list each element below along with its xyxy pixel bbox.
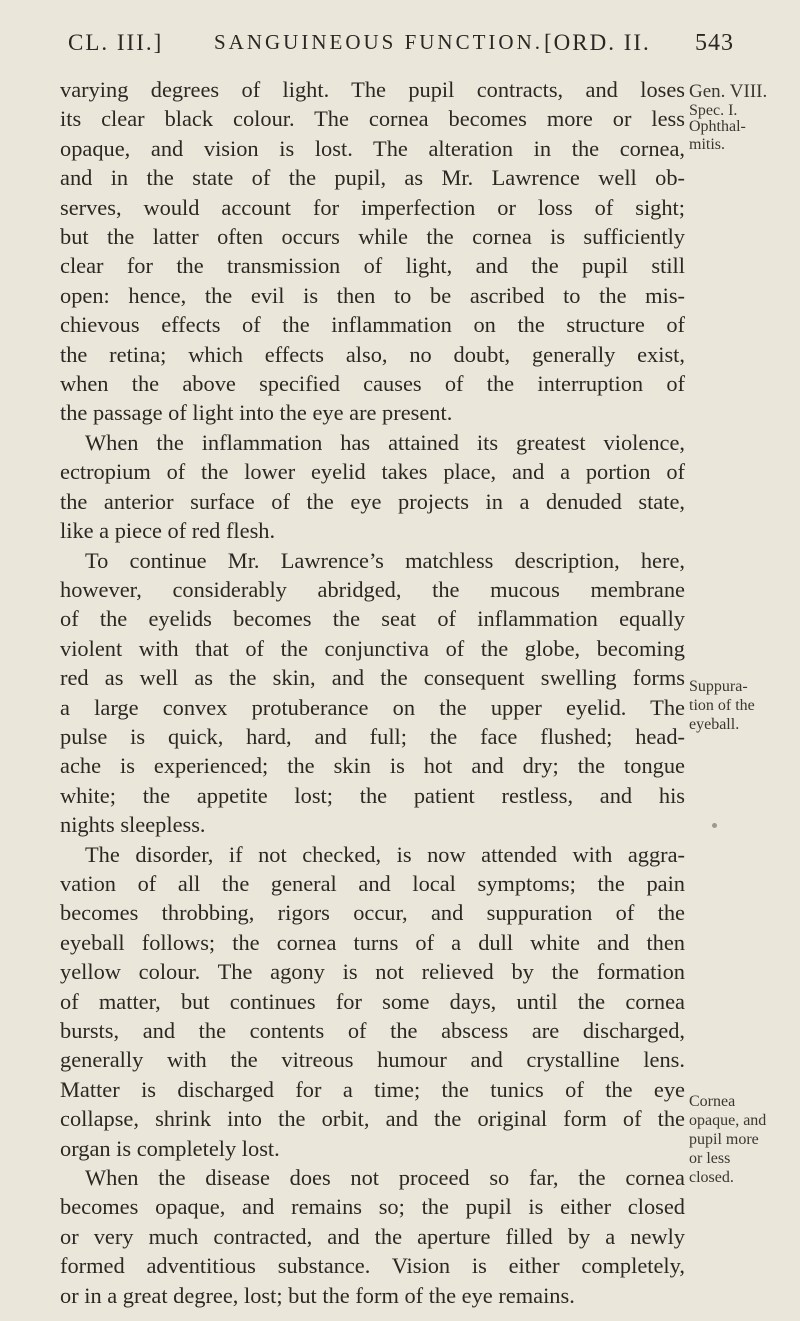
margin-note-line: or less [689, 1150, 731, 1167]
text-line: yellow colour. The agony is not relieved by the formation [60, 959, 685, 985]
text-line: chievous effects of the inflammation on the structure of [60, 312, 685, 338]
text-line: clear for the transmission of light, and the pupil still [60, 253, 685, 279]
text-line: or very much contracted, and the aperture filled by a newly [60, 1223, 685, 1249]
paper-speck [712, 823, 717, 828]
text-line: the retina; which effects also, no doubt, generally exist, [60, 341, 685, 367]
text-line: becomes throbbing, rigors occur, and suppuration of the [60, 900, 685, 926]
text-line: a large convex protuberance on the upper eyelid. The [60, 694, 685, 720]
page-number: 543 [695, 30, 734, 56]
margin-note-species: Spec. I. [689, 102, 738, 119]
margin-note-line: closed. [689, 1169, 734, 1186]
text-line: Matter is discharged for a time; the tunics of the eye [60, 1076, 685, 1102]
text-line: red as well as the skin, and the consequent swelling forms [60, 665, 685, 691]
text-line: eyeball follows; the cornea turns of a dull white and then [60, 929, 685, 955]
text-line: opaque, and vision is lost. The alteration in the cornea, [60, 135, 685, 161]
running-head [0, 18, 800, 58]
text-line: or in a great degree, lost; but the form of the eye remains. [60, 1282, 575, 1308]
text-line: serves, would account for imperfection or loss of sight; [60, 194, 685, 220]
text-line: the anterior surface of the eye projects in a denuded state, [60, 488, 685, 514]
margin-note-line: tion of the [689, 697, 755, 714]
text-line: To continue Mr. Lawrence’s matchless description, here, [85, 547, 685, 573]
text-line: its clear black colour. The cornea becomes more or less [60, 106, 685, 132]
text-line: but the latter often occurs while the cornea is sufficiently [60, 224, 685, 250]
text-line: and in the state of the pupil, as Mr. Lawrence well ob- [60, 165, 685, 191]
text-line: like a piece of red flesh. [60, 518, 276, 544]
margin-note-line: eyeball. [689, 716, 740, 733]
text-line: generally with the vitreous humour and crystalline lens. [60, 1047, 685, 1073]
margin-note-genus: Gen. VIII. [689, 81, 768, 102]
chapter-class-ref: CL. III.] [68, 30, 164, 55]
text-line: of matter, but continues for some days, until the cornea [60, 988, 685, 1014]
margin-note-species-name-1: Ophthal- [689, 118, 746, 135]
margin-note-line: opaque, and [689, 1112, 767, 1129]
margin-note-line: pupil more [689, 1131, 759, 1148]
margin-note-cornea [689, 1092, 766, 1187]
text-line: bursts, and the contents of the abscess are discharged, [60, 1018, 685, 1043]
text-line: white; the appetite lost; the patient restless, and his [60, 782, 685, 808]
text-line: ectropium of the lower eyelid takes place, and a portion of [60, 459, 685, 485]
margin-note-suppuration [689, 677, 755, 734]
margin-note-line: Suppura- [689, 678, 748, 695]
text-line: open: hence, the evil is then to be ascribed to the mis- [60, 282, 685, 308]
text-line: vation of all the general and local symptoms; the pain [60, 870, 685, 896]
text-line: formed adventitious substance. Vision is either completely, [60, 1253, 685, 1279]
text-line: When the disease does not proceed so far, the cornea [85, 1165, 685, 1191]
running-head-title: SANGUINEOUS FUNCTION. [214, 30, 544, 54]
text-line: ache is experienced; the skin is hot and dry; the tongue [60, 753, 685, 779]
text-line: organ is completely lost. [60, 1135, 280, 1161]
text-line: the passage of light into the eye are present. [60, 400, 453, 426]
text-line: nights sleepless. [60, 812, 206, 838]
margin-note-line: Cornea [689, 1093, 736, 1110]
text-line: collapse, shrink into the orbit, and the original form of the [60, 1106, 685, 1132]
text-line: when the above specified causes of the interruption of [60, 371, 685, 397]
text-line: however, considerably abridged, the mucous membrane [60, 576, 685, 602]
text-line: becomes opaque, and remains so; the pupil is either closed [60, 1194, 685, 1220]
text-line: of the eyelids becomes the seat of inflammation equally [60, 606, 685, 632]
text-line: varying degrees of light. The pupil contracts, and loses [60, 77, 685, 102]
text-line: violent with that of the conjunctiva of the globe, becoming [60, 635, 685, 661]
text-line: When the inflammation has attained its greatest violence, [85, 429, 685, 455]
body-text [60, 75, 685, 1310]
order-ref: [ORD. II. [544, 30, 651, 55]
text-line: pulse is quick, hard, and full; the face flushed; head- [60, 723, 685, 749]
text-line: The disorder, if not checked, is now attended with aggra- [85, 841, 685, 867]
margin-note-species-name-2: mitis. [689, 136, 726, 153]
